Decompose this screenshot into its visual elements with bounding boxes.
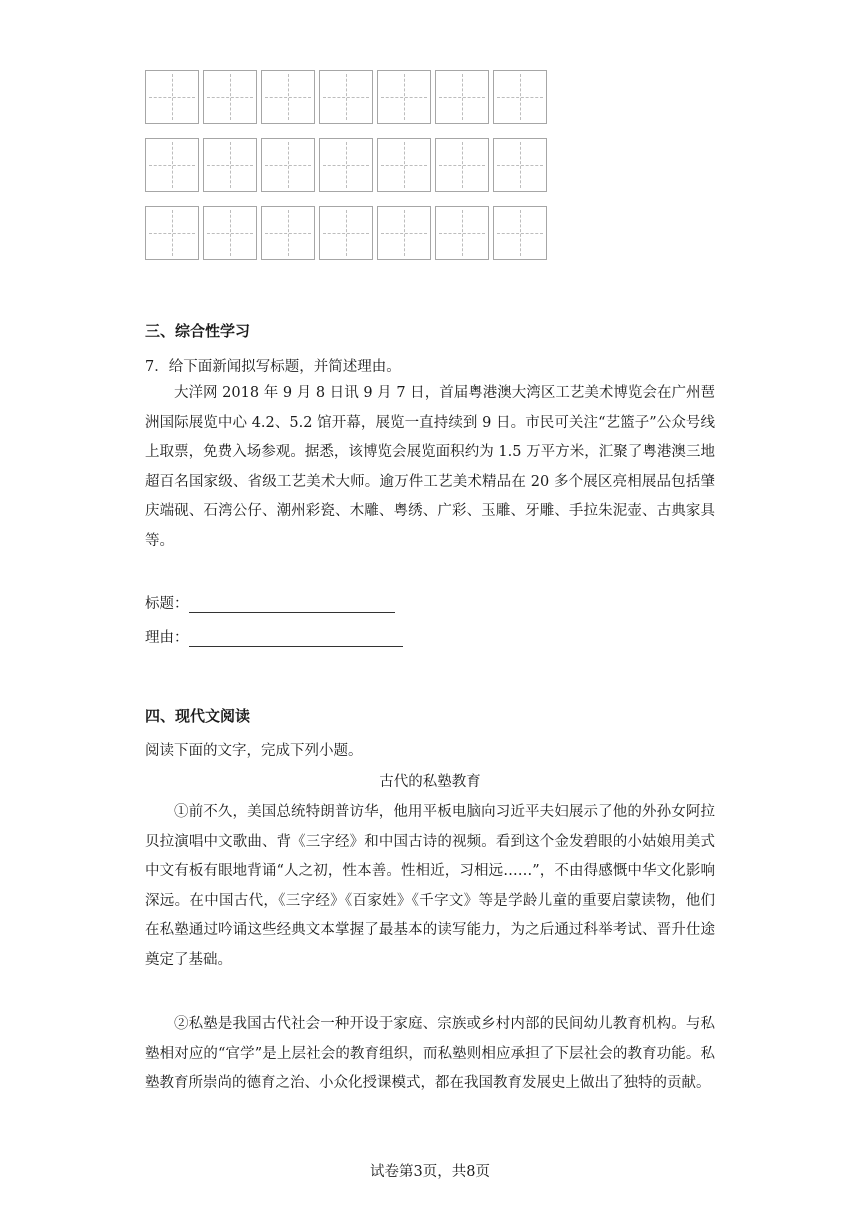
title-answer-row	[145, 592, 395, 613]
reason-label: 理由：	[145, 630, 189, 646]
section-heading: 四、现代文阅读	[145, 707, 251, 725]
reason-answer-line[interactable]	[189, 631, 403, 647]
grid-cell[interactable]	[435, 206, 489, 260]
grid-cell[interactable]	[493, 206, 547, 260]
news-paragraph: 大洋网 2018 年 9 月 8 日讯 9 月 7 日，首届粤港澳大湾区工艺美术博览会在广州琶洲国际展览中心 4.2、5.2 馆开幕，展览一直持续到 9 日。市民可关注“艺篮子”公众号线上取票，免费入场参观。据悉，该博览会展览面积约为 1.5 万平方米，汇聚了粤港澳三地超百名国家级、省级工艺美术大师。逾万件工艺美术精品在 20 多个展区亮相展品包括肇庆端砚、石湾公仔、潮州彩瓷、木雕、粤绣、广彩、玉雕、牙雕、手拉朱泥壶、古典家具等。	[145, 385, 715, 549]
question-text: 7．给下面新闻拟写标题，并简述理由。	[145, 359, 401, 375]
reason-answer-row	[145, 626, 403, 647]
grid-cell[interactable]	[319, 206, 373, 260]
article-paragraph: ①前不久，美国总统特朗普访华，他用平板电脑向习近平夫妇展示了他的外孙女阿拉贝拉演唱中文歌曲、背《三字经》和中国古诗的视频。看到这个金发碧眼的小姑娘用美式中文有板有眼地背诵“人之初，性本善。性相近，习相远……”，不由得感慨中华文化影响深远。在中国古代，《三字经》《百家姓》《千字文》等是学龄儿童的重要启蒙读物，他们在私塾通过吟诵这些经典文本掌握了最基本的读写能力，为之后通过科举考试、晋升仕途奠定了基础。	[145, 804, 715, 968]
section-heading: 三、综合性学习	[145, 322, 251, 340]
grid-cell[interactable]	[203, 138, 257, 192]
grid-cell[interactable]	[377, 70, 431, 124]
grid-cell[interactable]	[203, 206, 257, 260]
grid-cell[interactable]	[435, 70, 489, 124]
article-title: 古代的私塾教育	[379, 774, 481, 790]
grid-cell[interactable]	[493, 138, 547, 192]
grid-cell[interactable]	[145, 206, 199, 260]
grid-cell[interactable]	[493, 70, 547, 124]
title-label: 标题：	[145, 596, 189, 612]
grid-cell[interactable]	[435, 138, 489, 192]
grid-cell[interactable]	[377, 206, 431, 260]
article-paragraph: ②私塾是我国古代社会一种开设于家庭、宗族或乡村内部的民间幼儿教育机构。与私塾相对应的“官学”是上层社会的教育组织，而私塾则相应承担了下层社会的教育功能。私塾教育所崇尚的德育之治、小众化授课模式，都在我国教育发展史上做出了独特的贡献。	[145, 1016, 715, 1092]
grid-cell[interactable]	[261, 206, 315, 260]
grid-cell[interactable]	[377, 138, 431, 192]
grid-cell[interactable]	[261, 138, 315, 192]
reading-instruction: 阅读下面的文字，完成下列小题。	[145, 743, 363, 759]
grid-cell[interactable]	[319, 138, 373, 192]
grid-cell[interactable]	[203, 70, 257, 124]
title-answer-line[interactable]	[189, 597, 395, 613]
grid-row	[145, 70, 547, 124]
grid-cell[interactable]	[261, 70, 315, 124]
grid-cell[interactable]	[145, 70, 199, 124]
grid-cell[interactable]	[319, 70, 373, 124]
grid-row	[145, 138, 547, 192]
grid-row	[145, 206, 547, 260]
page-footer: 试卷第3页，共8页	[370, 1164, 490, 1180]
grid-cell[interactable]	[145, 138, 199, 192]
